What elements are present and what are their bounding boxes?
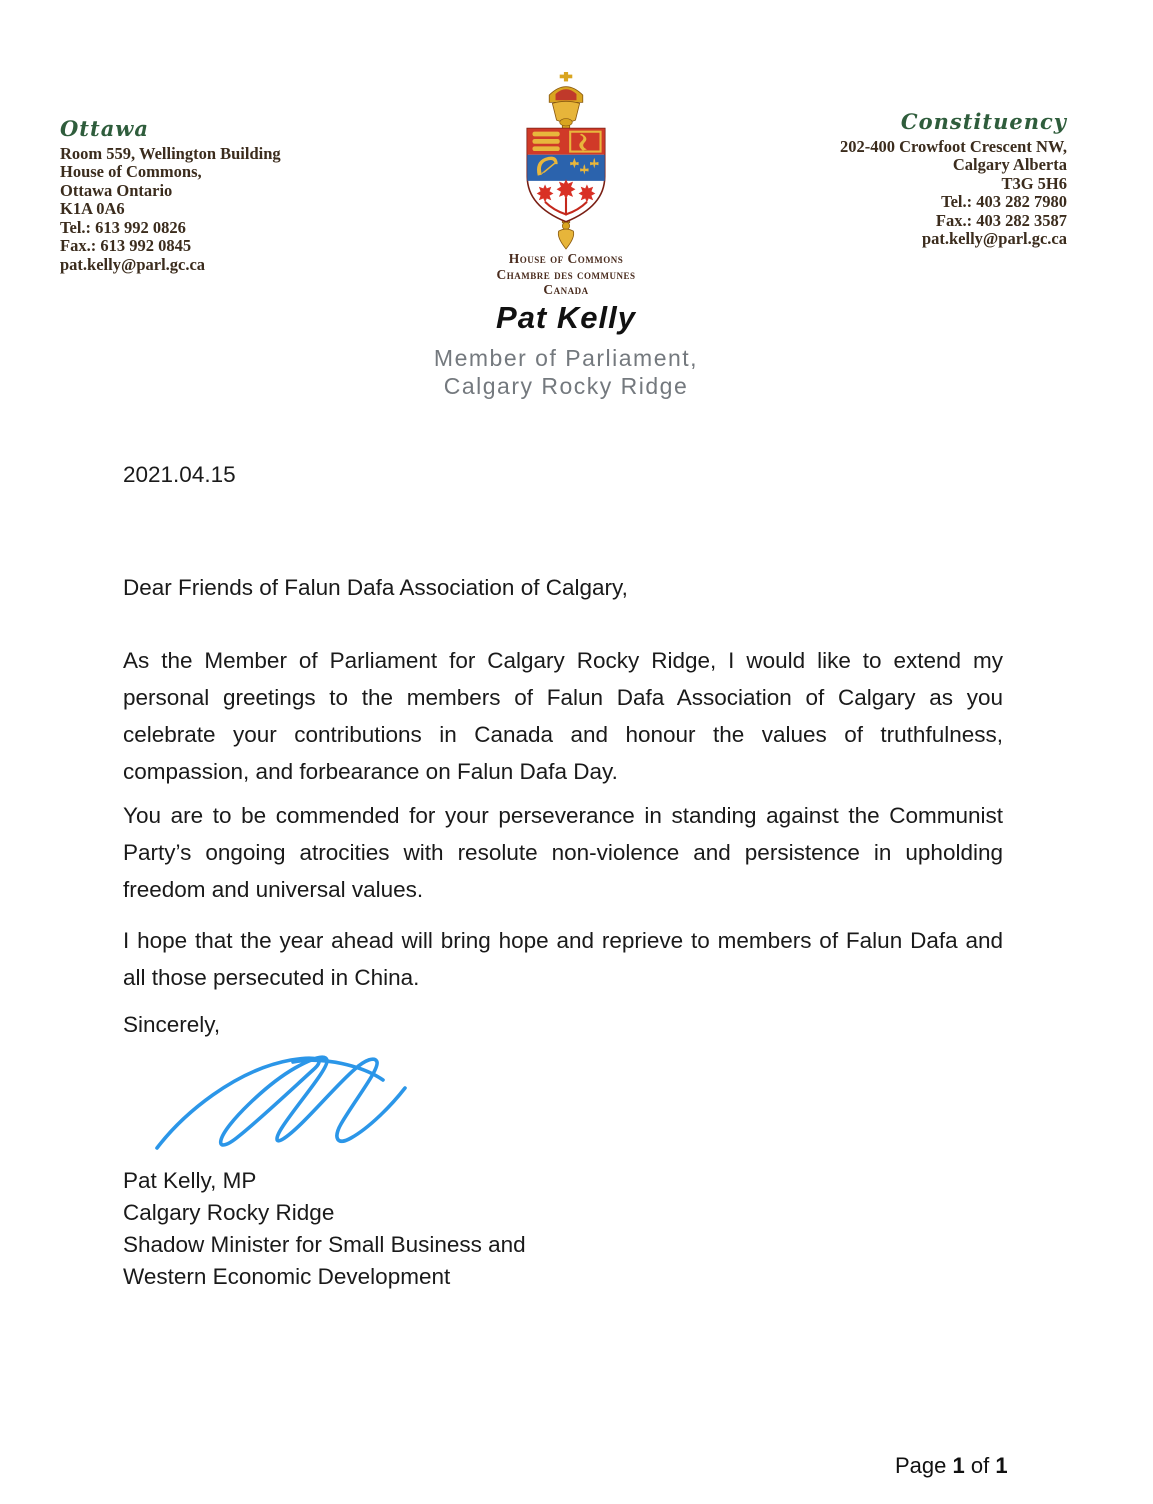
constituency-office-title: Constituency bbox=[900, 109, 1067, 134]
ottawa-office-block bbox=[60, 116, 281, 274]
signoff-role-line1: Shadow Minister for Small Business and bbox=[123, 1232, 526, 1257]
ottawa-office-line: Room 559, Wellington Building bbox=[60, 143, 281, 163]
letter-paragraph-2: You are to be commended for your perseverance in standing against the Communist Party’s ongoing atrocities with resolute non-violence and persistence in upholding freedom and universal values. bbox=[123, 803, 1003, 902]
ottawa-office-title: Ottawa bbox=[60, 116, 149, 141]
ottawa-office-line: House of Commons, bbox=[60, 162, 202, 181]
crest-caption-line1: House of Commons bbox=[508, 251, 624, 266]
member-name: Pat Kelly bbox=[496, 300, 636, 335]
member-name-block bbox=[356, 300, 776, 400]
signoff-name: Pat Kelly, MP bbox=[123, 1168, 257, 1193]
footer-of-word: of bbox=[970, 1453, 990, 1478]
constituency-office-block bbox=[840, 109, 1067, 249]
ottawa-office-line: Ottawa Ontario bbox=[60, 180, 173, 200]
letter-date: 2021.04.15 bbox=[123, 462, 236, 487]
pat-kelly-signature-icon bbox=[143, 1036, 423, 1166]
constituency-office-line: Tel.: 403 282 7980 bbox=[941, 192, 1067, 211]
footer-total-pages: 1 bbox=[995, 1453, 1008, 1478]
ottawa-office-line: K1A 0A6 bbox=[60, 199, 125, 218]
letter-closing: Sincerely, bbox=[123, 1012, 221, 1037]
ottawa-office-line: Fax.: 613 992 0845 bbox=[60, 236, 192, 255]
signoff-block bbox=[123, 1165, 526, 1293]
letter-paragraph-1: As the Member of Parliament for Calgary Rocky Ridge, I would like to extend my personal greetings to the members of Falun Dafa Association of Calgary as you celebrate your contributions in Canada and honour the values of truthfulness, compassion, and forbearance on Falun Dafa Day. bbox=[123, 648, 1003, 784]
letter-paragraph-3: I hope that the year ahead will bring hope and reprieve to members of Falun Dafa and all those persecuted in China. bbox=[123, 928, 1003, 990]
constituency-office-line: Fax.: 403 282 3587 bbox=[935, 210, 1067, 230]
signoff-role-line2: Western Economic Development bbox=[123, 1264, 451, 1289]
constituency-office-email: pat.kelly@parl.gc.ca bbox=[921, 229, 1067, 248]
ottawa-office-line: Tel.: 613 992 0826 bbox=[60, 217, 186, 237]
letter-salutation: Dear Friends of Falun Dafa Association of Calgary, bbox=[123, 575, 628, 600]
page-number-footer bbox=[895, 1453, 1008, 1479]
member-title-line1: Member of Parliament, bbox=[433, 345, 699, 371]
signature-block bbox=[143, 1036, 423, 1166]
constituency-office-line: T3G 5H6 bbox=[1001, 173, 1067, 193]
crest-caption-line2: Chambre des communes bbox=[496, 266, 636, 282]
constituency-office-line: Calgary Alberta bbox=[952, 155, 1067, 174]
member-title-line2: Calgary Rocky Ridge bbox=[443, 373, 689, 399]
footer-prefix: Page bbox=[895, 1453, 947, 1478]
signoff-riding: Calgary Rocky Ridge bbox=[123, 1200, 335, 1225]
ottawa-office-email: pat.kelly@parl.gc.ca bbox=[60, 254, 206, 274]
crest-caption-line3: Canada bbox=[543, 282, 589, 297]
letterhead-crest-block bbox=[456, 72, 676, 297]
constituency-office-line: 202-400 Crowfoot Crescent NW, bbox=[840, 136, 1067, 156]
footer-page-number: 1 bbox=[952, 1453, 965, 1478]
house-of-commons-crest-icon bbox=[503, 72, 629, 250]
